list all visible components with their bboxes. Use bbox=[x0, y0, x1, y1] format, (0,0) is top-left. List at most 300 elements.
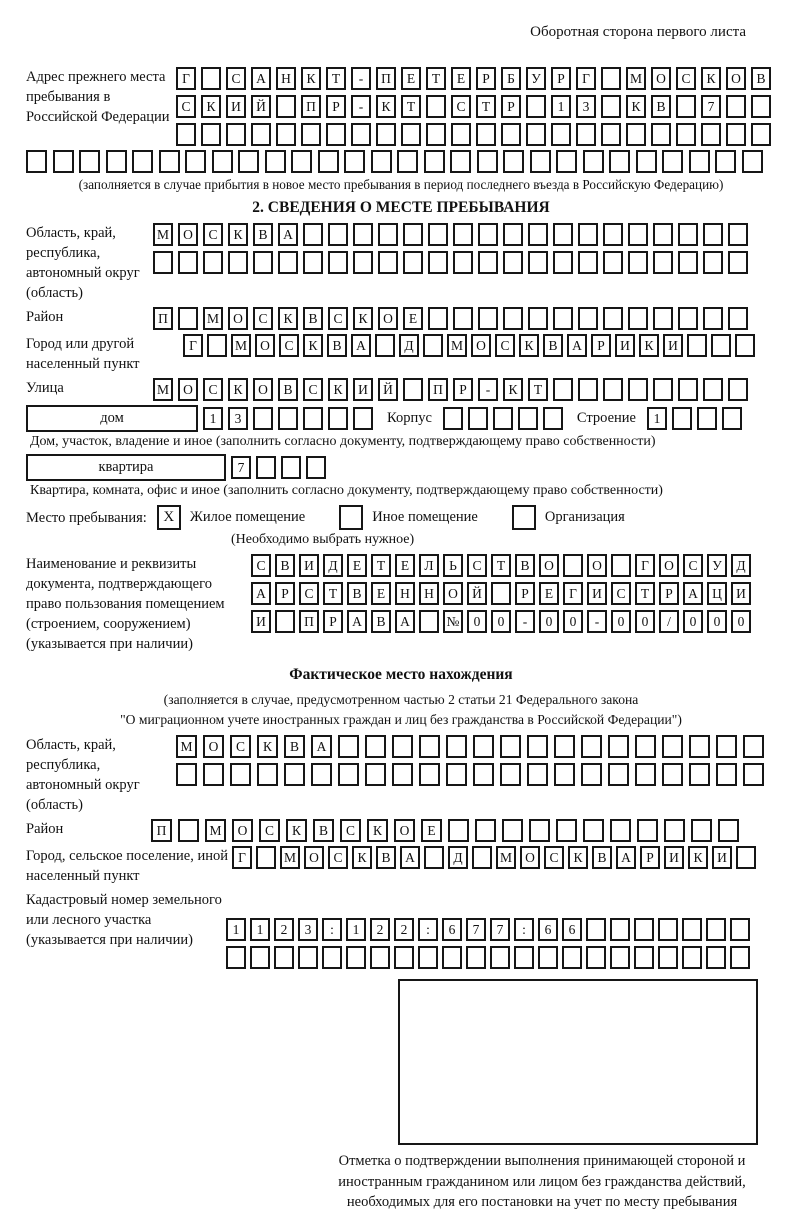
form-cell[interactable]: М bbox=[447, 334, 467, 357]
form-cell[interactable]: Р bbox=[275, 582, 295, 605]
form-cell[interactable] bbox=[608, 735, 629, 758]
form-cell[interactable] bbox=[419, 763, 440, 786]
form-cell[interactable]: С bbox=[328, 846, 348, 869]
form-cell[interactable]: Р bbox=[476, 67, 496, 90]
form-cell[interactable] bbox=[742, 150, 763, 173]
previous-address-row-4[interactable] bbox=[26, 150, 776, 173]
form-cell[interactable] bbox=[278, 251, 298, 274]
form-cell[interactable]: Д bbox=[323, 554, 343, 577]
form-cell[interactable] bbox=[628, 378, 648, 401]
form-cell[interactable]: 6 bbox=[538, 918, 558, 941]
form-cell[interactable]: - bbox=[515, 610, 535, 633]
form-cell[interactable] bbox=[728, 307, 748, 330]
form-cell[interactable] bbox=[338, 735, 359, 758]
form-cell[interactable]: М bbox=[205, 819, 226, 842]
form-cell[interactable] bbox=[751, 123, 771, 146]
form-cell[interactable]: Е bbox=[539, 582, 559, 605]
form-cell[interactable]: А bbox=[683, 582, 703, 605]
form-cell[interactable]: А bbox=[251, 67, 271, 90]
previous-address-row-1[interactable] bbox=[176, 67, 771, 90]
form-cell[interactable] bbox=[527, 735, 548, 758]
form-cell[interactable] bbox=[442, 946, 462, 969]
form-cell[interactable]: В bbox=[278, 378, 298, 401]
form-cell[interactable]: Р bbox=[551, 67, 571, 90]
form-cell[interactable]: Д bbox=[731, 554, 751, 577]
form-cell[interactable]: И bbox=[663, 334, 683, 357]
form-cell[interactable] bbox=[608, 763, 629, 786]
form-cell[interactable]: С bbox=[683, 554, 703, 577]
form-cell[interactable]: С bbox=[467, 554, 487, 577]
form-cell[interactable] bbox=[265, 150, 286, 173]
form-cell[interactable] bbox=[203, 763, 224, 786]
form-cell[interactable]: А bbox=[278, 223, 298, 246]
form-cell[interactable] bbox=[553, 251, 573, 274]
form-cell[interactable]: Т bbox=[401, 95, 421, 118]
form-cell[interactable] bbox=[716, 763, 737, 786]
form-cell[interactable]: С bbox=[279, 334, 299, 357]
form-cell[interactable] bbox=[637, 819, 658, 842]
form-cell[interactable] bbox=[238, 150, 259, 173]
form-cell[interactable] bbox=[634, 946, 654, 969]
form-cell[interactable]: В bbox=[275, 554, 295, 577]
form-cell[interactable] bbox=[726, 123, 746, 146]
form-cell[interactable] bbox=[477, 150, 498, 173]
form-cell[interactable] bbox=[276, 123, 296, 146]
form-cell[interactable]: 7 bbox=[701, 95, 721, 118]
form-cell[interactable]: Р bbox=[515, 582, 535, 605]
form-cell[interactable] bbox=[176, 123, 196, 146]
form-cell[interactable]: Е bbox=[403, 307, 423, 330]
form-cell[interactable] bbox=[253, 251, 273, 274]
form-cell[interactable] bbox=[586, 946, 606, 969]
form-cell[interactable]: 0 bbox=[731, 610, 751, 633]
form-cell[interactable] bbox=[676, 123, 696, 146]
form-cell[interactable]: К bbox=[257, 735, 278, 758]
form-cell[interactable] bbox=[706, 918, 726, 941]
form-cell[interactable]: И bbox=[587, 582, 607, 605]
form-cell[interactable]: М bbox=[153, 223, 173, 246]
form-cell[interactable] bbox=[453, 223, 473, 246]
form-cell[interactable]: О bbox=[178, 223, 198, 246]
form-cell[interactable] bbox=[473, 763, 494, 786]
form-cell[interactable] bbox=[256, 456, 276, 479]
form-cell[interactable] bbox=[576, 123, 596, 146]
form-cell[interactable]: Й bbox=[251, 95, 271, 118]
form-cell[interactable] bbox=[503, 223, 523, 246]
form-cell[interactable] bbox=[706, 946, 726, 969]
form-cell[interactable] bbox=[178, 307, 198, 330]
form-cell[interactable] bbox=[318, 150, 339, 173]
form-cell[interactable] bbox=[715, 150, 736, 173]
form-cell[interactable]: В bbox=[284, 735, 305, 758]
form-cell[interactable] bbox=[662, 150, 683, 173]
form-cell[interactable] bbox=[672, 407, 692, 430]
form-cell[interactable]: А bbox=[616, 846, 636, 869]
form-cell[interactable] bbox=[291, 150, 312, 173]
form-cell[interactable] bbox=[159, 150, 180, 173]
form-cell[interactable]: 7 bbox=[490, 918, 510, 941]
form-cell[interactable] bbox=[609, 150, 630, 173]
form-cell[interactable] bbox=[514, 946, 534, 969]
form-cell[interactable]: Й bbox=[378, 378, 398, 401]
form-cell[interactable] bbox=[446, 763, 467, 786]
form-cell[interactable]: А bbox=[347, 610, 367, 633]
form-cell[interactable] bbox=[365, 735, 386, 758]
form-cell[interactable] bbox=[610, 918, 630, 941]
form-cell[interactable] bbox=[501, 123, 521, 146]
form-cell[interactable]: К bbox=[626, 95, 646, 118]
form-cell[interactable] bbox=[443, 407, 463, 430]
form-cell[interactable] bbox=[26, 150, 47, 173]
form-cell[interactable] bbox=[423, 334, 443, 357]
form-cell[interactable] bbox=[529, 819, 550, 842]
form-cell[interactable]: О bbox=[539, 554, 559, 577]
form-cell[interactable] bbox=[503, 251, 523, 274]
form-cell[interactable]: Л bbox=[419, 554, 439, 577]
form-cell[interactable]: О bbox=[203, 735, 224, 758]
form-cell[interactable]: К bbox=[519, 334, 539, 357]
form-cell[interactable] bbox=[676, 95, 696, 118]
form-cell[interactable] bbox=[351, 123, 371, 146]
form-cell[interactable]: К bbox=[201, 95, 221, 118]
form-cell[interactable] bbox=[303, 251, 323, 274]
form-cell[interactable] bbox=[303, 407, 323, 430]
form-cell[interactable] bbox=[207, 334, 227, 357]
form-cell[interactable] bbox=[730, 918, 750, 941]
form-cell[interactable] bbox=[578, 223, 598, 246]
form-cell[interactable]: В bbox=[253, 223, 273, 246]
form-cell[interactable] bbox=[562, 946, 582, 969]
form-cell[interactable]: - bbox=[587, 610, 607, 633]
form-cell[interactable]: Т bbox=[635, 582, 655, 605]
form-cell[interactable]: А bbox=[567, 334, 587, 357]
form-cell[interactable] bbox=[662, 763, 683, 786]
form-cell[interactable]: С bbox=[259, 819, 280, 842]
form-cell[interactable]: П bbox=[153, 307, 173, 330]
form-cell[interactable] bbox=[453, 307, 473, 330]
district-row[interactable] bbox=[153, 307, 748, 330]
form-cell[interactable] bbox=[743, 763, 764, 786]
residential-checkbox[interactable]: X bbox=[157, 505, 181, 530]
form-cell[interactable]: К bbox=[367, 819, 388, 842]
form-cell[interactable] bbox=[527, 763, 548, 786]
form-cell[interactable]: Ь bbox=[443, 554, 463, 577]
form-cell[interactable] bbox=[722, 407, 742, 430]
form-cell[interactable] bbox=[636, 150, 657, 173]
form-cell[interactable]: П bbox=[376, 67, 396, 90]
form-cell[interactable]: С bbox=[251, 554, 271, 577]
form-cell[interactable]: У bbox=[707, 554, 727, 577]
form-cell[interactable]: 3 bbox=[228, 407, 248, 430]
form-cell[interactable] bbox=[651, 123, 671, 146]
form-cell[interactable]: 1 bbox=[203, 407, 223, 430]
form-cell[interactable]: К bbox=[278, 307, 298, 330]
form-cell[interactable]: О bbox=[520, 846, 540, 869]
form-cell[interactable] bbox=[653, 307, 673, 330]
form-cell[interactable] bbox=[491, 582, 511, 605]
form-cell[interactable] bbox=[178, 251, 198, 274]
form-cell[interactable]: Е bbox=[371, 582, 391, 605]
form-cell[interactable]: В bbox=[751, 67, 771, 90]
form-cell[interactable]: Т bbox=[491, 554, 511, 577]
form-cell[interactable] bbox=[281, 456, 301, 479]
form-cell[interactable]: Д bbox=[399, 334, 419, 357]
form-cell[interactable]: С bbox=[226, 67, 246, 90]
form-cell[interactable] bbox=[311, 763, 332, 786]
form-cell[interactable] bbox=[586, 918, 606, 941]
form-cell[interactable]: О bbox=[304, 846, 324, 869]
form-cell[interactable]: В bbox=[371, 610, 391, 633]
form-cell[interactable]: Г bbox=[232, 846, 252, 869]
form-cell[interactable] bbox=[718, 819, 739, 842]
form-cell[interactable] bbox=[371, 150, 392, 173]
form-cell[interactable]: О bbox=[232, 819, 253, 842]
form-cell[interactable]: С bbox=[203, 378, 223, 401]
form-cell[interactable]: 0 bbox=[491, 610, 511, 633]
form-cell[interactable] bbox=[583, 150, 604, 173]
form-cell[interactable]: К bbox=[503, 378, 523, 401]
form-cell[interactable] bbox=[376, 123, 396, 146]
form-cell[interactable]: С bbox=[611, 582, 631, 605]
form-cell[interactable]: В bbox=[651, 95, 671, 118]
form-cell[interactable] bbox=[603, 223, 623, 246]
form-cell[interactable] bbox=[375, 334, 395, 357]
form-cell[interactable] bbox=[230, 763, 251, 786]
form-cell[interactable]: 1 bbox=[346, 918, 366, 941]
form-cell[interactable]: С bbox=[676, 67, 696, 90]
form-cell[interactable] bbox=[556, 150, 577, 173]
form-cell[interactable]: 6 bbox=[562, 918, 582, 941]
form-cell[interactable] bbox=[716, 735, 737, 758]
form-cell[interactable] bbox=[251, 123, 271, 146]
form-cell[interactable] bbox=[401, 123, 421, 146]
actual-district-row[interactable] bbox=[151, 819, 739, 842]
form-cell[interactable] bbox=[253, 407, 273, 430]
form-cell[interactable] bbox=[528, 251, 548, 274]
form-cell[interactable] bbox=[626, 123, 646, 146]
form-cell[interactable] bbox=[689, 763, 710, 786]
form-cell[interactable] bbox=[581, 735, 602, 758]
form-cell[interactable]: Т bbox=[476, 95, 496, 118]
form-cell[interactable] bbox=[326, 123, 346, 146]
form-cell[interactable] bbox=[472, 846, 492, 869]
form-cell[interactable] bbox=[526, 95, 546, 118]
form-cell[interactable]: С bbox=[230, 735, 251, 758]
form-cell[interactable] bbox=[635, 735, 656, 758]
form-cell[interactable]: 7 bbox=[231, 456, 251, 479]
form-cell[interactable]: И bbox=[353, 378, 373, 401]
form-cell[interactable] bbox=[682, 946, 702, 969]
form-cell[interactable]: К bbox=[376, 95, 396, 118]
form-cell[interactable] bbox=[256, 846, 276, 869]
korpus-cells[interactable] bbox=[443, 407, 563, 430]
form-cell[interactable] bbox=[478, 307, 498, 330]
form-cell[interactable] bbox=[466, 946, 486, 969]
form-cell[interactable] bbox=[201, 123, 221, 146]
form-cell[interactable] bbox=[257, 763, 278, 786]
form-cell[interactable]: И bbox=[731, 582, 751, 605]
form-cell[interactable]: Г bbox=[635, 554, 655, 577]
form-cell[interactable] bbox=[397, 150, 418, 173]
form-cell[interactable] bbox=[276, 95, 296, 118]
form-cell[interactable]: Н bbox=[419, 582, 439, 605]
form-cell[interactable] bbox=[578, 378, 598, 401]
form-cell[interactable] bbox=[528, 223, 548, 246]
form-cell[interactable] bbox=[728, 251, 748, 274]
form-cell[interactable] bbox=[426, 123, 446, 146]
form-cell[interactable] bbox=[628, 251, 648, 274]
form-cell[interactable] bbox=[664, 819, 685, 842]
form-cell[interactable] bbox=[682, 918, 702, 941]
form-cell[interactable] bbox=[601, 95, 621, 118]
form-cell[interactable] bbox=[403, 223, 423, 246]
form-cell[interactable] bbox=[500, 735, 521, 758]
form-cell[interactable]: О bbox=[726, 67, 746, 90]
form-cell[interactable]: С bbox=[340, 819, 361, 842]
form-cell[interactable]: Г bbox=[563, 582, 583, 605]
form-cell[interactable] bbox=[428, 251, 448, 274]
form-cell[interactable] bbox=[691, 819, 712, 842]
region-row-1[interactable] bbox=[153, 223, 748, 246]
form-cell[interactable] bbox=[736, 846, 756, 869]
form-cell[interactable] bbox=[424, 846, 444, 869]
actual-region-row-2[interactable] bbox=[176, 763, 764, 786]
form-cell[interactable] bbox=[303, 223, 323, 246]
form-cell[interactable] bbox=[378, 251, 398, 274]
form-cell[interactable] bbox=[328, 223, 348, 246]
form-cell[interactable] bbox=[53, 150, 74, 173]
form-cell[interactable] bbox=[578, 307, 598, 330]
form-cell[interactable]: А bbox=[311, 735, 332, 758]
form-cell[interactable]: О bbox=[255, 334, 275, 357]
form-cell[interactable]: Е bbox=[451, 67, 471, 90]
form-cell[interactable] bbox=[203, 251, 223, 274]
form-cell[interactable]: В bbox=[303, 307, 323, 330]
previous-address-row-3[interactable] bbox=[176, 123, 771, 146]
form-cell[interactable]: М bbox=[153, 378, 173, 401]
form-cell[interactable]: Е bbox=[395, 554, 415, 577]
form-cell[interactable]: И bbox=[251, 610, 271, 633]
form-cell[interactable] bbox=[678, 307, 698, 330]
form-cell[interactable] bbox=[610, 819, 631, 842]
form-cell[interactable] bbox=[554, 763, 575, 786]
form-cell[interactable] bbox=[428, 307, 448, 330]
form-cell[interactable] bbox=[201, 67, 221, 90]
form-cell[interactable]: - bbox=[478, 378, 498, 401]
form-cell[interactable]: 2 bbox=[274, 918, 294, 941]
form-cell[interactable]: Р bbox=[453, 378, 473, 401]
form-cell[interactable]: Т bbox=[323, 582, 343, 605]
form-cell[interactable] bbox=[503, 150, 524, 173]
form-cell[interactable] bbox=[556, 819, 577, 842]
form-cell[interactable] bbox=[751, 95, 771, 118]
form-cell[interactable] bbox=[703, 307, 723, 330]
form-cell[interactable] bbox=[275, 610, 295, 633]
form-cell[interactable] bbox=[392, 735, 413, 758]
form-cell[interactable]: 2 bbox=[370, 918, 390, 941]
form-cell[interactable] bbox=[583, 819, 604, 842]
form-cell[interactable]: Д bbox=[448, 846, 468, 869]
form-cell[interactable] bbox=[628, 307, 648, 330]
form-cell[interactable] bbox=[628, 223, 648, 246]
form-cell[interactable] bbox=[418, 946, 438, 969]
form-cell[interactable]: П bbox=[299, 610, 319, 633]
form-cell[interactable]: С bbox=[253, 307, 273, 330]
form-cell[interactable] bbox=[526, 123, 546, 146]
form-cell[interactable] bbox=[743, 735, 764, 758]
city-row[interactable] bbox=[183, 334, 755, 357]
previous-address-row-2[interactable] bbox=[176, 95, 771, 118]
form-cell[interactable]: О bbox=[659, 554, 679, 577]
form-cell[interactable] bbox=[132, 150, 153, 173]
form-cell[interactable] bbox=[476, 123, 496, 146]
form-cell[interactable] bbox=[106, 150, 127, 173]
form-cell[interactable]: С bbox=[451, 95, 471, 118]
form-cell[interactable]: К bbox=[701, 67, 721, 90]
form-cell[interactable]: : bbox=[322, 918, 342, 941]
actual-city-row[interactable] bbox=[232, 846, 756, 869]
form-cell[interactable] bbox=[502, 819, 523, 842]
form-cell[interactable]: И bbox=[712, 846, 732, 869]
form-cell[interactable] bbox=[424, 150, 445, 173]
form-cell[interactable]: 1 bbox=[647, 407, 667, 430]
form-cell[interactable]: А bbox=[395, 610, 415, 633]
form-cell[interactable]: С bbox=[203, 223, 223, 246]
form-cell[interactable] bbox=[538, 946, 558, 969]
form-cell[interactable] bbox=[658, 946, 678, 969]
form-cell[interactable]: М bbox=[176, 735, 197, 758]
form-cell[interactable] bbox=[503, 307, 523, 330]
form-cell[interactable] bbox=[603, 307, 623, 330]
form-cell[interactable]: О bbox=[471, 334, 491, 357]
form-cell[interactable]: О bbox=[394, 819, 415, 842]
form-cell[interactable] bbox=[653, 378, 673, 401]
form-cell[interactable]: / bbox=[659, 610, 679, 633]
form-cell[interactable] bbox=[226, 123, 246, 146]
form-cell[interactable] bbox=[353, 223, 373, 246]
stroenie-cells[interactable] bbox=[647, 407, 742, 430]
form-cell[interactable]: М bbox=[231, 334, 251, 357]
form-cell[interactable]: 0 bbox=[635, 610, 655, 633]
form-cell[interactable]: : bbox=[418, 918, 438, 941]
form-cell[interactable] bbox=[687, 334, 707, 357]
form-cell[interactable] bbox=[284, 763, 305, 786]
document-row-1[interactable] bbox=[251, 554, 751, 577]
form-cell[interactable]: 1 bbox=[250, 918, 270, 941]
form-cell[interactable]: С bbox=[303, 378, 323, 401]
form-cell[interactable]: Р bbox=[591, 334, 611, 357]
form-cell[interactable] bbox=[610, 946, 630, 969]
form-cell[interactable] bbox=[153, 251, 173, 274]
form-cell[interactable]: К bbox=[328, 378, 348, 401]
form-cell[interactable]: : bbox=[514, 918, 534, 941]
form-cell[interactable] bbox=[635, 763, 656, 786]
form-cell[interactable]: 0 bbox=[683, 610, 703, 633]
form-cell[interactable] bbox=[212, 150, 233, 173]
form-cell[interactable] bbox=[426, 95, 446, 118]
form-cell[interactable]: И bbox=[664, 846, 684, 869]
form-cell[interactable]: П bbox=[151, 819, 172, 842]
form-cell[interactable] bbox=[662, 735, 683, 758]
form-cell[interactable] bbox=[601, 123, 621, 146]
form-cell[interactable] bbox=[553, 223, 573, 246]
form-cell[interactable] bbox=[346, 946, 366, 969]
form-cell[interactable]: В bbox=[327, 334, 347, 357]
form-cell[interactable] bbox=[728, 378, 748, 401]
form-cell[interactable]: 0 bbox=[611, 610, 631, 633]
form-cell[interactable]: Р bbox=[501, 95, 521, 118]
form-cell[interactable] bbox=[678, 251, 698, 274]
